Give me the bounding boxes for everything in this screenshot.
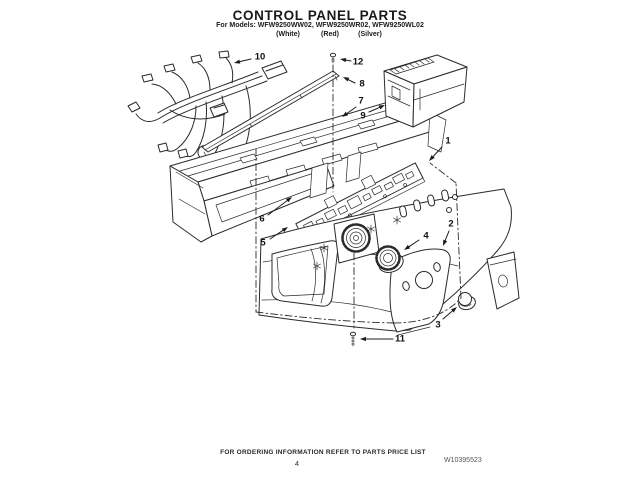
callout-number: 1 (445, 135, 451, 147)
models-line: For Models: WFW9250WW02, WFW9250WR02, WFW9250WL02 (216, 22, 424, 29)
page-number: 4 (294, 459, 300, 468)
knob-cap-part (457, 293, 477, 312)
callout-10 (234, 52, 265, 64)
callout-number: 8 (359, 78, 365, 90)
control-board-part (384, 55, 467, 127)
model-color-red: (Red) (321, 31, 339, 38)
callout-8 (343, 77, 365, 90)
page-title: CONTROL PANEL PARTS (232, 8, 408, 23)
end-cap-part (487, 252, 519, 309)
callout-11 (360, 334, 406, 345)
callout-12 (340, 57, 363, 68)
callout-number: 11 (394, 333, 406, 345)
callout-number: 2 (448, 218, 454, 230)
document-number: W10395523 (444, 457, 482, 464)
model-color-white: (White) (276, 31, 300, 38)
callout-number: 6 (259, 213, 265, 225)
callout-number: 7 (358, 95, 364, 107)
callout-number: 10 (254, 51, 266, 63)
callout-number: 12 (352, 56, 364, 68)
model-color-silver: (Silver) (358, 31, 382, 38)
callout-number: 4 (423, 230, 429, 242)
ordering-note: FOR ORDERING INFORMATION REFER TO PARTS PRICE LIST (220, 449, 426, 456)
callout-number: 3 (435, 319, 441, 331)
callout-number: 9 (360, 110, 366, 122)
callout-number: 5 (260, 237, 266, 249)
